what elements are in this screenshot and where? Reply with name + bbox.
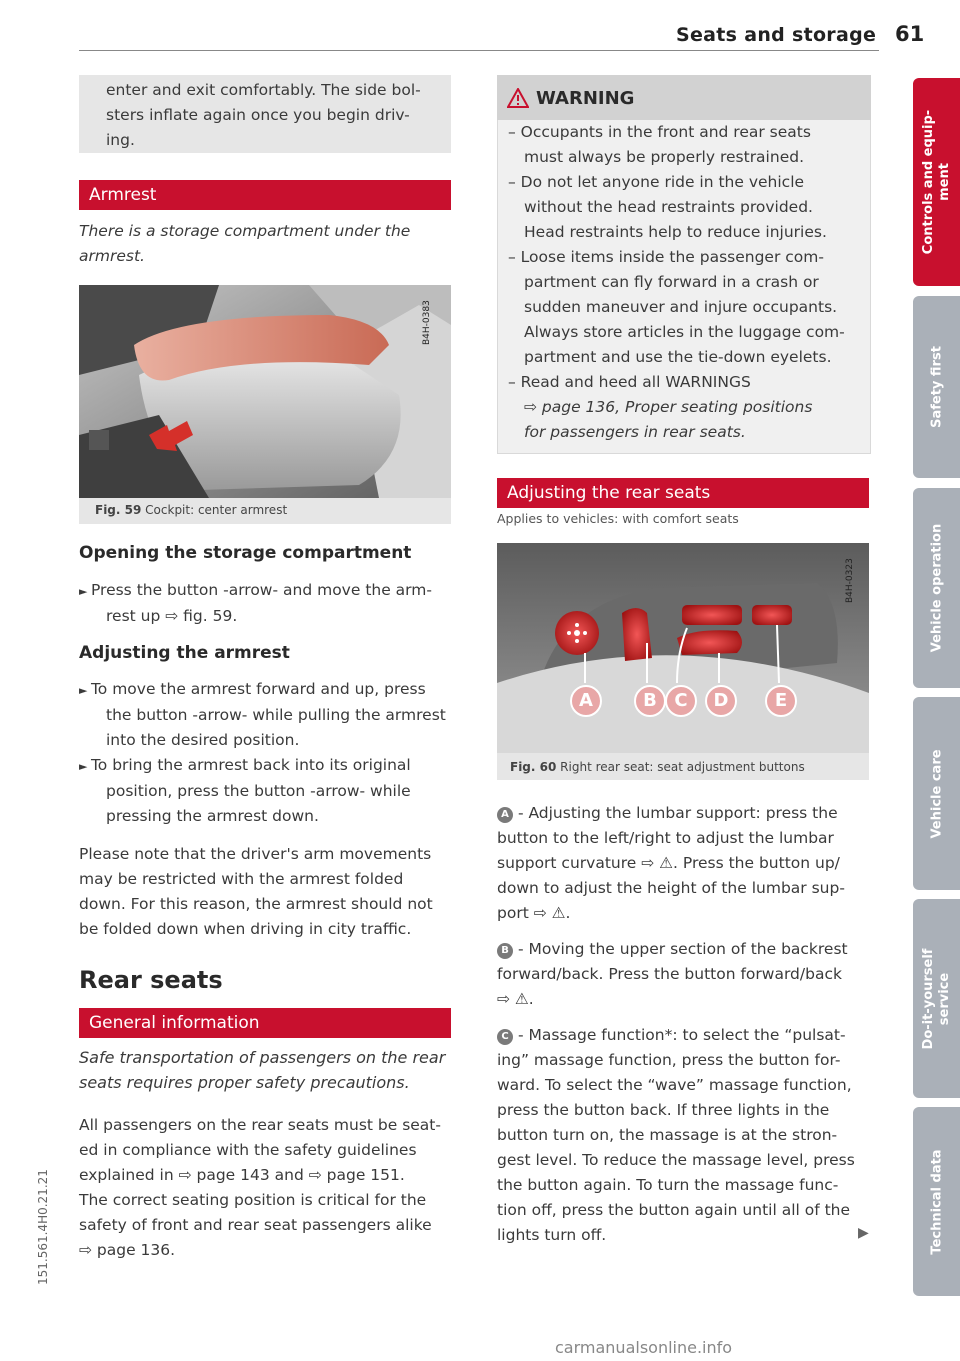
general-intro <box>79 1045 459 1095</box>
figure-60-caption <box>510 760 805 774</box>
figure-60-image <box>497 543 869 753</box>
warning-line: sudden maneuver and injure occupants. <box>524 298 838 316</box>
figure-59-image <box>79 285 451 498</box>
text-line: ⇨ ⚠. <box>497 990 534 1008</box>
text-line: forward/back. Press the button forward/back <box>497 965 842 983</box>
seat-buttons-illustration <box>497 543 869 753</box>
tab-label: Safety first <box>929 346 944 428</box>
bullet-icon: ► <box>79 684 91 697</box>
bullet-icon: ► <box>79 585 91 598</box>
text-line: gest level. To reduce the massage level, press <box>497 1151 855 1169</box>
text-line: button turn on, the massage is at the stron- <box>497 1126 838 1144</box>
text-line: port ⇨ ⚠. <box>497 904 571 922</box>
tab-label: Vehicle care <box>929 748 944 839</box>
text-line: explained in ⇨ page 143 and ⇨ page 151. <box>79 1166 405 1184</box>
warning-line: must always be properly restrained. <box>524 148 804 166</box>
watermark: carmanualsonline.info <box>555 1338 733 1357</box>
step-line <box>79 677 459 703</box>
warning-line: Always store articles in the luggage com- <box>524 323 845 341</box>
text-line: lights turn off. <box>497 1226 607 1244</box>
general-text <box>79 1113 459 1263</box>
label-d-marker: D <box>705 685 737 717</box>
text-line: press the button back. If three lights in the <box>497 1101 830 1119</box>
warning-line: for passengers in rear seats. <box>524 423 746 441</box>
figure-code: B4H-0383 <box>422 300 432 345</box>
warning-line: partment and use the tie-down eyelets. <box>524 348 832 366</box>
step-line: position, press the button -arrow- while <box>106 782 411 800</box>
tab-safety-first[interactable] <box>913 296 960 478</box>
armrest-heading: Armrest <box>79 180 451 210</box>
text-line: safety of front and rear seat passengers alike <box>79 1216 432 1234</box>
caption-number: Fig. 59 <box>95 503 142 517</box>
text-line: The correct seating position is critical for the <box>79 1191 427 1209</box>
armrest-note <box>79 842 459 942</box>
text-line: button to the left/right to adjust the lumbar <box>497 829 834 847</box>
text-line <box>497 801 869 826</box>
caption-text: Right rear seat: seat adjustment buttons <box>560 760 805 774</box>
document-code: 151.561.4H0.21.21 <box>36 1169 50 1285</box>
applies-note: Applies to vehicles: with comfort seats <box>497 511 739 526</box>
text-line: tion off, press the button again until all of the <box>497 1201 851 1219</box>
page-number: 61 <box>895 22 925 46</box>
bullet-icon: ► <box>79 760 91 773</box>
step-line <box>79 578 459 604</box>
armrest-intro <box>79 219 451 269</box>
opening-heading: Opening the storage compartment <box>79 543 412 563</box>
step-line <box>79 753 459 779</box>
tab-label: Technical data <box>929 1148 944 1255</box>
warning-triangle-icon <box>507 88 529 112</box>
text-line: may be restricted with the armrest folded <box>79 870 404 888</box>
opening-steps <box>79 578 459 629</box>
rear-seats-heading: Rear seats <box>79 966 223 994</box>
text-line: - Moving the upper section of the backrest <box>517 940 848 958</box>
text-line: down to adjust the height of the lumbar sup- <box>497 879 845 897</box>
warning-line: – Loose items inside the passenger com- <box>508 248 824 266</box>
tab-label: Do-it-yourself service <box>920 948 952 1049</box>
text-line: Safe transportation of passengers on the rear <box>79 1048 446 1067</box>
page-header-title: Seats and storage <box>676 24 877 46</box>
text-line: enter and exit comfortably. The side bol- <box>106 81 421 99</box>
text-line: sters inflate again once you begin driv- <box>106 106 410 124</box>
tab-controls-and-equipment[interactable] <box>913 78 960 286</box>
warning-line: – Do not let anyone ride in the vehicle <box>508 173 805 191</box>
item-b <box>497 937 869 1012</box>
warning-title: WARNING <box>536 88 635 109</box>
tab-label: Controls and equip- ment <box>920 109 952 255</box>
adjusting-rear-seats-heading: Adjusting the rear seats <box>497 478 869 508</box>
warning-line: partment can fly forward in a crash or <box>524 273 819 291</box>
label-a-marker: A <box>570 685 602 717</box>
intro-text <box>106 78 446 153</box>
tab-label: Vehicle operation <box>929 523 944 653</box>
tab-vehicle-operation[interactable] <box>913 488 960 688</box>
caption-number: Fig. 60 <box>510 760 557 774</box>
text-line: be folded down when driving in city traffic. <box>79 920 412 938</box>
step-line: the button -arrow- while pulling the armrest <box>106 706 446 724</box>
general-information-heading: General information <box>79 1008 451 1038</box>
text-line: There is a storage compartment under the <box>79 222 411 240</box>
adjusting-heading: Adjusting the armrest <box>79 643 290 663</box>
tab-do-it-yourself-service[interactable] <box>913 899 960 1098</box>
letter-a-icon: A <box>497 807 513 823</box>
continue-arrow-icon: ▶ <box>858 1225 869 1241</box>
tab-vehicle-care[interactable] <box>913 697 960 890</box>
caption-text: Cockpit: center armrest <box>145 503 288 517</box>
item-a <box>497 801 869 926</box>
armrest-illustration <box>79 285 451 498</box>
warning-line: ⇨ page 136, Proper seating positions <box>524 398 813 416</box>
text-line: ward. To select the “wave” massage function, <box>497 1076 852 1094</box>
step-line: rest up ⇨ fig. 59. <box>106 607 238 625</box>
text-line: To bring the armrest back into its original <box>90 756 411 774</box>
label-c-marker: C <box>665 685 697 717</box>
text-line: Press the button -arrow- and move the arm- <box>90 581 432 599</box>
text-line: ing. <box>106 131 135 149</box>
text-line: support curvature ⇨ ⚠. Press the button up/ <box>497 854 840 872</box>
text-line: armrest. <box>79 247 145 265</box>
item-c <box>497 1023 869 1248</box>
text-line: To move the armrest forward and up, press <box>90 680 426 698</box>
warning-items <box>508 120 863 445</box>
text-line: the button again. To turn the massage func- <box>497 1176 839 1194</box>
warning-line: without the head restraints provided. <box>524 198 813 216</box>
text-line <box>497 937 869 962</box>
header-rule <box>79 50 879 51</box>
text-line: seats requires proper safety precautions. <box>79 1073 410 1092</box>
tab-technical-data[interactable] <box>913 1107 960 1296</box>
button-descriptions <box>497 801 869 1248</box>
warning-line: – Read and heed all WARNINGS <box>508 373 751 391</box>
figure-code: B4H-0323 <box>845 558 855 603</box>
text-line: All passengers on the rear seats must be seat- <box>79 1116 441 1134</box>
step-line: into the desired position. <box>106 731 300 749</box>
warning-line: Head restraints help to reduce injuries. <box>524 223 827 241</box>
step-line: pressing the armrest down. <box>106 807 319 825</box>
adjusting-steps <box>79 677 459 829</box>
text-line: - Adjusting the lumbar support: press the <box>517 804 838 822</box>
text-line: ⇨ page 136. <box>79 1241 176 1259</box>
text-line <box>497 1023 869 1048</box>
text-line: ing” massage function, press the button for- <box>497 1051 841 1069</box>
warning-line: – Occupants in the front and rear seats <box>508 123 811 141</box>
text-line: ed in compliance with the safety guidelines <box>79 1141 417 1159</box>
label-e-marker: E <box>765 685 797 717</box>
label-b-marker: B <box>634 685 666 717</box>
letter-b-icon: B <box>497 943 513 959</box>
text-line: down. For this reason, the armrest should not <box>79 895 433 913</box>
text-line: - Massage function*: to select the “pulsat- <box>517 1026 846 1044</box>
text-line: Please note that the driver's arm movements <box>79 845 432 863</box>
letter-c-icon: C <box>497 1029 513 1045</box>
figure-59-caption <box>95 503 287 517</box>
